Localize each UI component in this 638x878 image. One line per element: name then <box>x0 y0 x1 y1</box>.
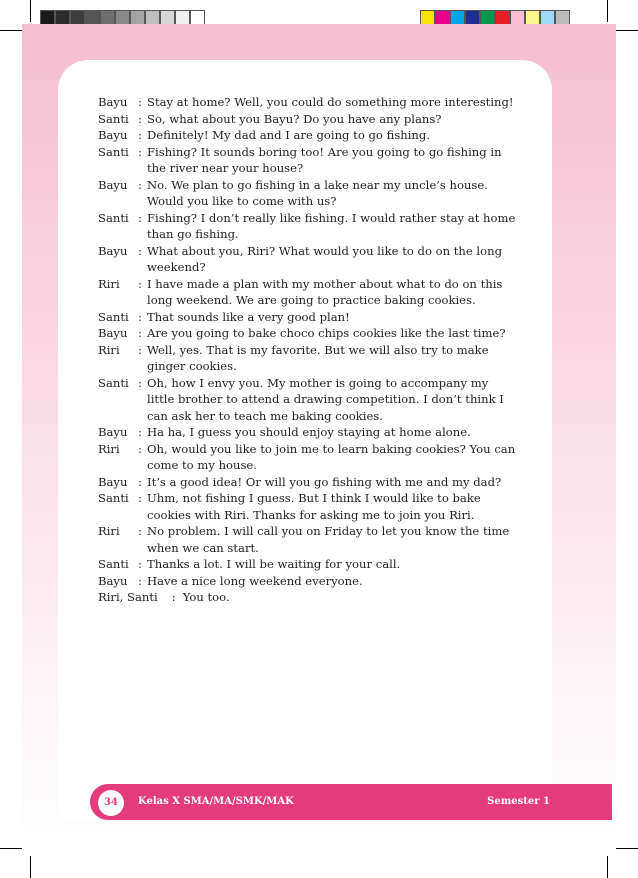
color-swatch <box>85 10 100 25</box>
dialogue-line <box>98 342 518 375</box>
speaker-name: Bayu <box>98 474 128 489</box>
colon-separator: : <box>171 590 176 604</box>
color-swatch <box>555 10 570 25</box>
dialogue-line <box>98 375 518 425</box>
dialogue-utterance: No. We plan to go fishing in a lake near my uncle’s house. Would you like to come with us? <box>147 177 488 208</box>
dialogue-utterance: It’s a good idea! Or will you go fishing with me and my dad? <box>147 474 502 489</box>
crop-mark <box>0 30 22 31</box>
dialogue-line <box>98 94 518 111</box>
crop-mark <box>607 856 608 878</box>
speaker-name: Riri <box>98 524 120 538</box>
dialogue-utterance: Fishing? I don’t really like fishing. I would rather stay at home than go fishing. <box>147 210 516 241</box>
dialogue-line <box>98 243 518 276</box>
dialogue-utterance: What about you, Riri? What would you like to do on the long weekend? <box>147 243 503 274</box>
color-swatch <box>495 10 510 25</box>
color-swatch <box>55 10 70 25</box>
dialogue-utterance: Oh, how I envy you. My mother is going to accompany my little brother to attend a drawing competition. I don’t think I can ask her to teach me baking cookies. <box>147 375 504 423</box>
dialogue-utterance: Fishing? It sounds boring too! Are you going to go fishing in the river near your house? <box>147 144 502 175</box>
speaker-name: Santi <box>98 309 129 324</box>
dialogue-utterance: No problem. I will call you on Friday to let you know the time when we can start. <box>147 524 510 555</box>
dialogue-utterance: Thanks a lot. I will be waiting for your call. <box>147 557 401 571</box>
colon-separator: : <box>138 375 142 390</box>
dialogue-line <box>98 177 518 210</box>
grayscale-calibration-bar <box>40 10 205 25</box>
colon-separator: : <box>138 573 142 588</box>
color-swatch <box>130 10 145 25</box>
dialogue-utterance: Stay at home? Well, you could do something more interesting! <box>147 95 514 109</box>
dialogue-line <box>98 556 518 573</box>
speaker-name: Riri <box>98 276 120 291</box>
colon-separator: : <box>138 309 142 324</box>
dialogue-line <box>98 144 518 177</box>
dialogue-utterance: That sounds like a very good plan! <box>147 309 350 324</box>
color-swatch <box>40 10 55 25</box>
dialogue-line <box>98 490 518 523</box>
dialogue-line <box>98 325 518 342</box>
color-swatch <box>160 10 175 25</box>
color-swatch <box>480 10 495 25</box>
crop-mark <box>30 0 31 22</box>
dialogue-line <box>98 309 518 326</box>
speaker-name: Santi <box>98 111 129 126</box>
speaker-name: Santi <box>98 557 129 571</box>
color-swatch <box>190 10 205 25</box>
speaker-name: Santi <box>98 375 129 390</box>
color-swatch <box>175 10 190 25</box>
dialogue-line <box>98 589 518 606</box>
color-swatch <box>115 10 130 25</box>
semester-label: Semester 1 <box>487 796 550 807</box>
colon-separator: : <box>138 474 142 489</box>
speaker-name: Bayu <box>98 243 128 258</box>
colon-separator: : <box>138 326 142 340</box>
book-title: Kelas X SMA/MA/SMK/MAK <box>138 796 294 807</box>
colon-separator: : <box>138 491 142 505</box>
colon-separator: : <box>138 95 142 109</box>
speaker-name: Bayu <box>98 573 128 588</box>
color-swatch <box>420 10 435 25</box>
color-swatch <box>510 10 525 25</box>
dialogue-line <box>98 127 518 144</box>
dialogue-line <box>98 210 518 243</box>
colon-separator: : <box>138 111 142 126</box>
page-footer <box>90 784 612 820</box>
colon-separator: : <box>138 177 142 192</box>
dialogue-utterance: Definitely! My dad and I are going to go fishing. <box>147 128 431 142</box>
crop-mark <box>616 848 638 849</box>
colon-separator: : <box>138 210 142 225</box>
color-swatch <box>540 10 555 25</box>
crop-mark <box>30 856 31 878</box>
speaker-name: Santi <box>98 491 129 505</box>
colon-separator: : <box>138 128 142 142</box>
speaker-name: Bayu <box>98 326 128 340</box>
dialogue-line <box>98 424 518 441</box>
color-swatch <box>145 10 160 25</box>
colon-separator: : <box>138 276 142 291</box>
speaker-name: Santi <box>98 144 129 159</box>
colon-separator: : <box>138 144 142 159</box>
dialogue-utterance: So, what about you Bayu? Do you have any plans? <box>147 111 442 126</box>
dialogue-line <box>98 276 518 309</box>
crop-mark <box>616 30 638 31</box>
color-swatch <box>525 10 540 25</box>
dialogue-line <box>98 474 518 491</box>
colon-separator: : <box>138 557 142 571</box>
color-swatch <box>435 10 450 25</box>
dialogue-line <box>98 111 518 128</box>
speaker-name: Riri, Santi <box>98 590 158 604</box>
speaker-name: Bayu <box>98 177 128 192</box>
color-swatch <box>465 10 480 25</box>
colon-separator: : <box>138 243 142 258</box>
dialogue-utterance: Are you going to bake choco chips cookies like the last time? <box>147 326 506 340</box>
speaker-name: Riri <box>98 342 120 357</box>
colon-separator: : <box>138 342 142 357</box>
speaker-name: Bayu <box>98 128 128 142</box>
dialogue-text <box>98 94 518 606</box>
color-swatch <box>450 10 465 25</box>
color-calibration-bar <box>420 10 570 25</box>
colon-separator: : <box>138 425 142 439</box>
color-swatch <box>100 10 115 25</box>
dialogue-utterance: Uhm, not fishing I guess. But I think I would like to bake cookies with Riri. Thanks for asking me to join you Riri. <box>147 491 481 522</box>
speaker-name: Santi <box>98 210 129 225</box>
dialogue-line <box>98 441 518 474</box>
dialogue-utterance: Well, yes. That is my favorite. But we will also try to make ginger cookies. <box>147 342 489 373</box>
colon-separator: : <box>138 524 142 538</box>
speaker-name: Bayu <box>98 425 128 439</box>
dialogue-utterance: Oh, would you like to join me to learn baking cookies? You can come to my house. <box>147 441 516 472</box>
dialogue-line <box>98 523 518 556</box>
dialogue-utterance: Ha ha, I guess you should enjoy staying at home alone. <box>147 425 471 439</box>
crop-mark <box>0 848 22 849</box>
colon-separator: : <box>138 441 142 456</box>
dialogue-utterance: You too. <box>182 590 230 604</box>
crop-mark <box>607 0 608 22</box>
page-number: 34 <box>98 790 124 816</box>
color-swatch <box>70 10 85 25</box>
speaker-name: Bayu <box>98 95 128 109</box>
speaker-name: Riri <box>98 441 120 456</box>
dialogue-utterance: Have a nice long weekend everyone. <box>147 573 363 588</box>
dialogue-utterance: I have made a plan with my mother about what to do on this long weekend. We are going to practice baking cookies. <box>147 276 503 307</box>
dialogue-line <box>98 573 518 590</box>
